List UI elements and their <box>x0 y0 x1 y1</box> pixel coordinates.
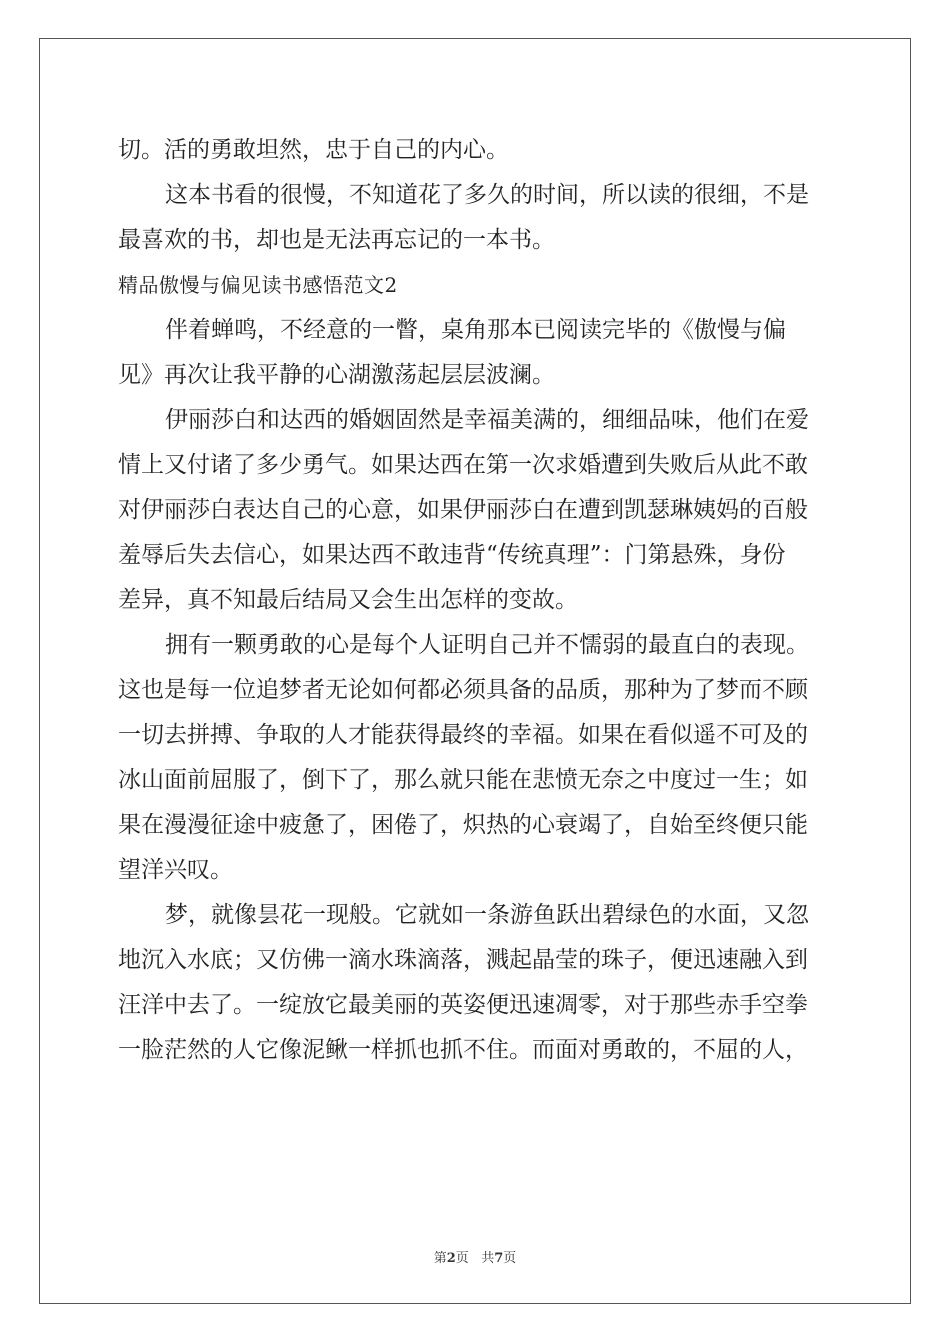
text-line: 对伊丽莎白表达自己的心意，如果伊丽莎白在遭到凯瑟琳姨妈的百般 <box>118 497 808 523</box>
text-line: 这也是每一位追梦者无论如何都必须具备的品质，那种为了梦而不顾 <box>118 677 808 703</box>
paragraph-start-line: 这本书看的很慢，不知道花了多久的时间，所以读的很细，不是 <box>165 182 809 208</box>
text-line: 冰山面前屈服了，倒下了，那么就只能在悲愤无奈之中度过一生；如 <box>118 767 808 793</box>
text-line: 望洋兴叹。 <box>118 857 233 883</box>
paragraph-start-line: 拥有一颗勇敢的心是每个人证明自己并不懦弱的最直白的表现。 <box>165 632 809 658</box>
text-line: 最喜欢的书，却也是无法再忘记的一本书。 <box>118 227 555 253</box>
section-heading: 精品傲慢与偏见读书感悟范文2 <box>118 273 398 297</box>
document-body <box>118 128 836 1073</box>
text-line: 一切去拼搏、争取的人才能获得最终的幸福。如果在看似遥不可及的 <box>118 722 808 748</box>
total-page-count: 7 <box>494 1251 504 1266</box>
text-line: 差异，真不知最后结局又会生出怎样的变故。 <box>118 587 578 613</box>
total-suffix: 页 <box>503 1251 517 1266</box>
paragraph-start-line: 梦，就像昙花一现般。它就如一条游鱼跃出碧绿色的水面，又忽 <box>165 902 809 928</box>
page-suffix: 页 <box>455 1251 469 1266</box>
text-line: 汪洋中去了。一绽放它最美丽的英姿便迅速凋零，对于那些赤手空拳 <box>118 992 808 1018</box>
total-prefix: 共 <box>481 1251 495 1266</box>
current-page-number: 2 <box>446 1251 456 1266</box>
text-line: 羞辱后失去信心，如果达西不敢违背“传统真理”：门第悬殊，身份 <box>118 542 786 568</box>
text-line: 果在漫漫征途中疲惫了，困倦了，炽热的心衰竭了，自始至终便只能 <box>118 812 808 838</box>
page-footer <box>0 1247 950 1266</box>
paragraph-start-line: 伴着蝉鸣，不经意的一瞥，桌角那本已阅读完毕的《傲慢与偏 <box>165 317 786 343</box>
text-line: 一脸茫然的人它像泥鳅一样抓也抓不住。而面对勇敢的，不屈的人， <box>118 1037 808 1063</box>
text-line: 情上又付诸了多少勇气。如果达西在第一次求婚遭到失败后从此不敢 <box>118 452 808 478</box>
paragraph-start-line: 伊丽莎白和达西的婚姻固然是幸福美满的，细细品味，他们在爱 <box>165 407 809 433</box>
page-prefix: 第 <box>433 1251 447 1266</box>
text-line: 地沉入水底；又仿佛一滴水珠滴落，溅起晶莹的珠子，便迅速融入到 <box>118 947 808 973</box>
text-line: 见》再次让我平静的心湖激荡起层层波澜。 <box>118 362 555 388</box>
text-line: 切。活的勇敢坦然，忠于自己的内心。 <box>118 137 509 163</box>
